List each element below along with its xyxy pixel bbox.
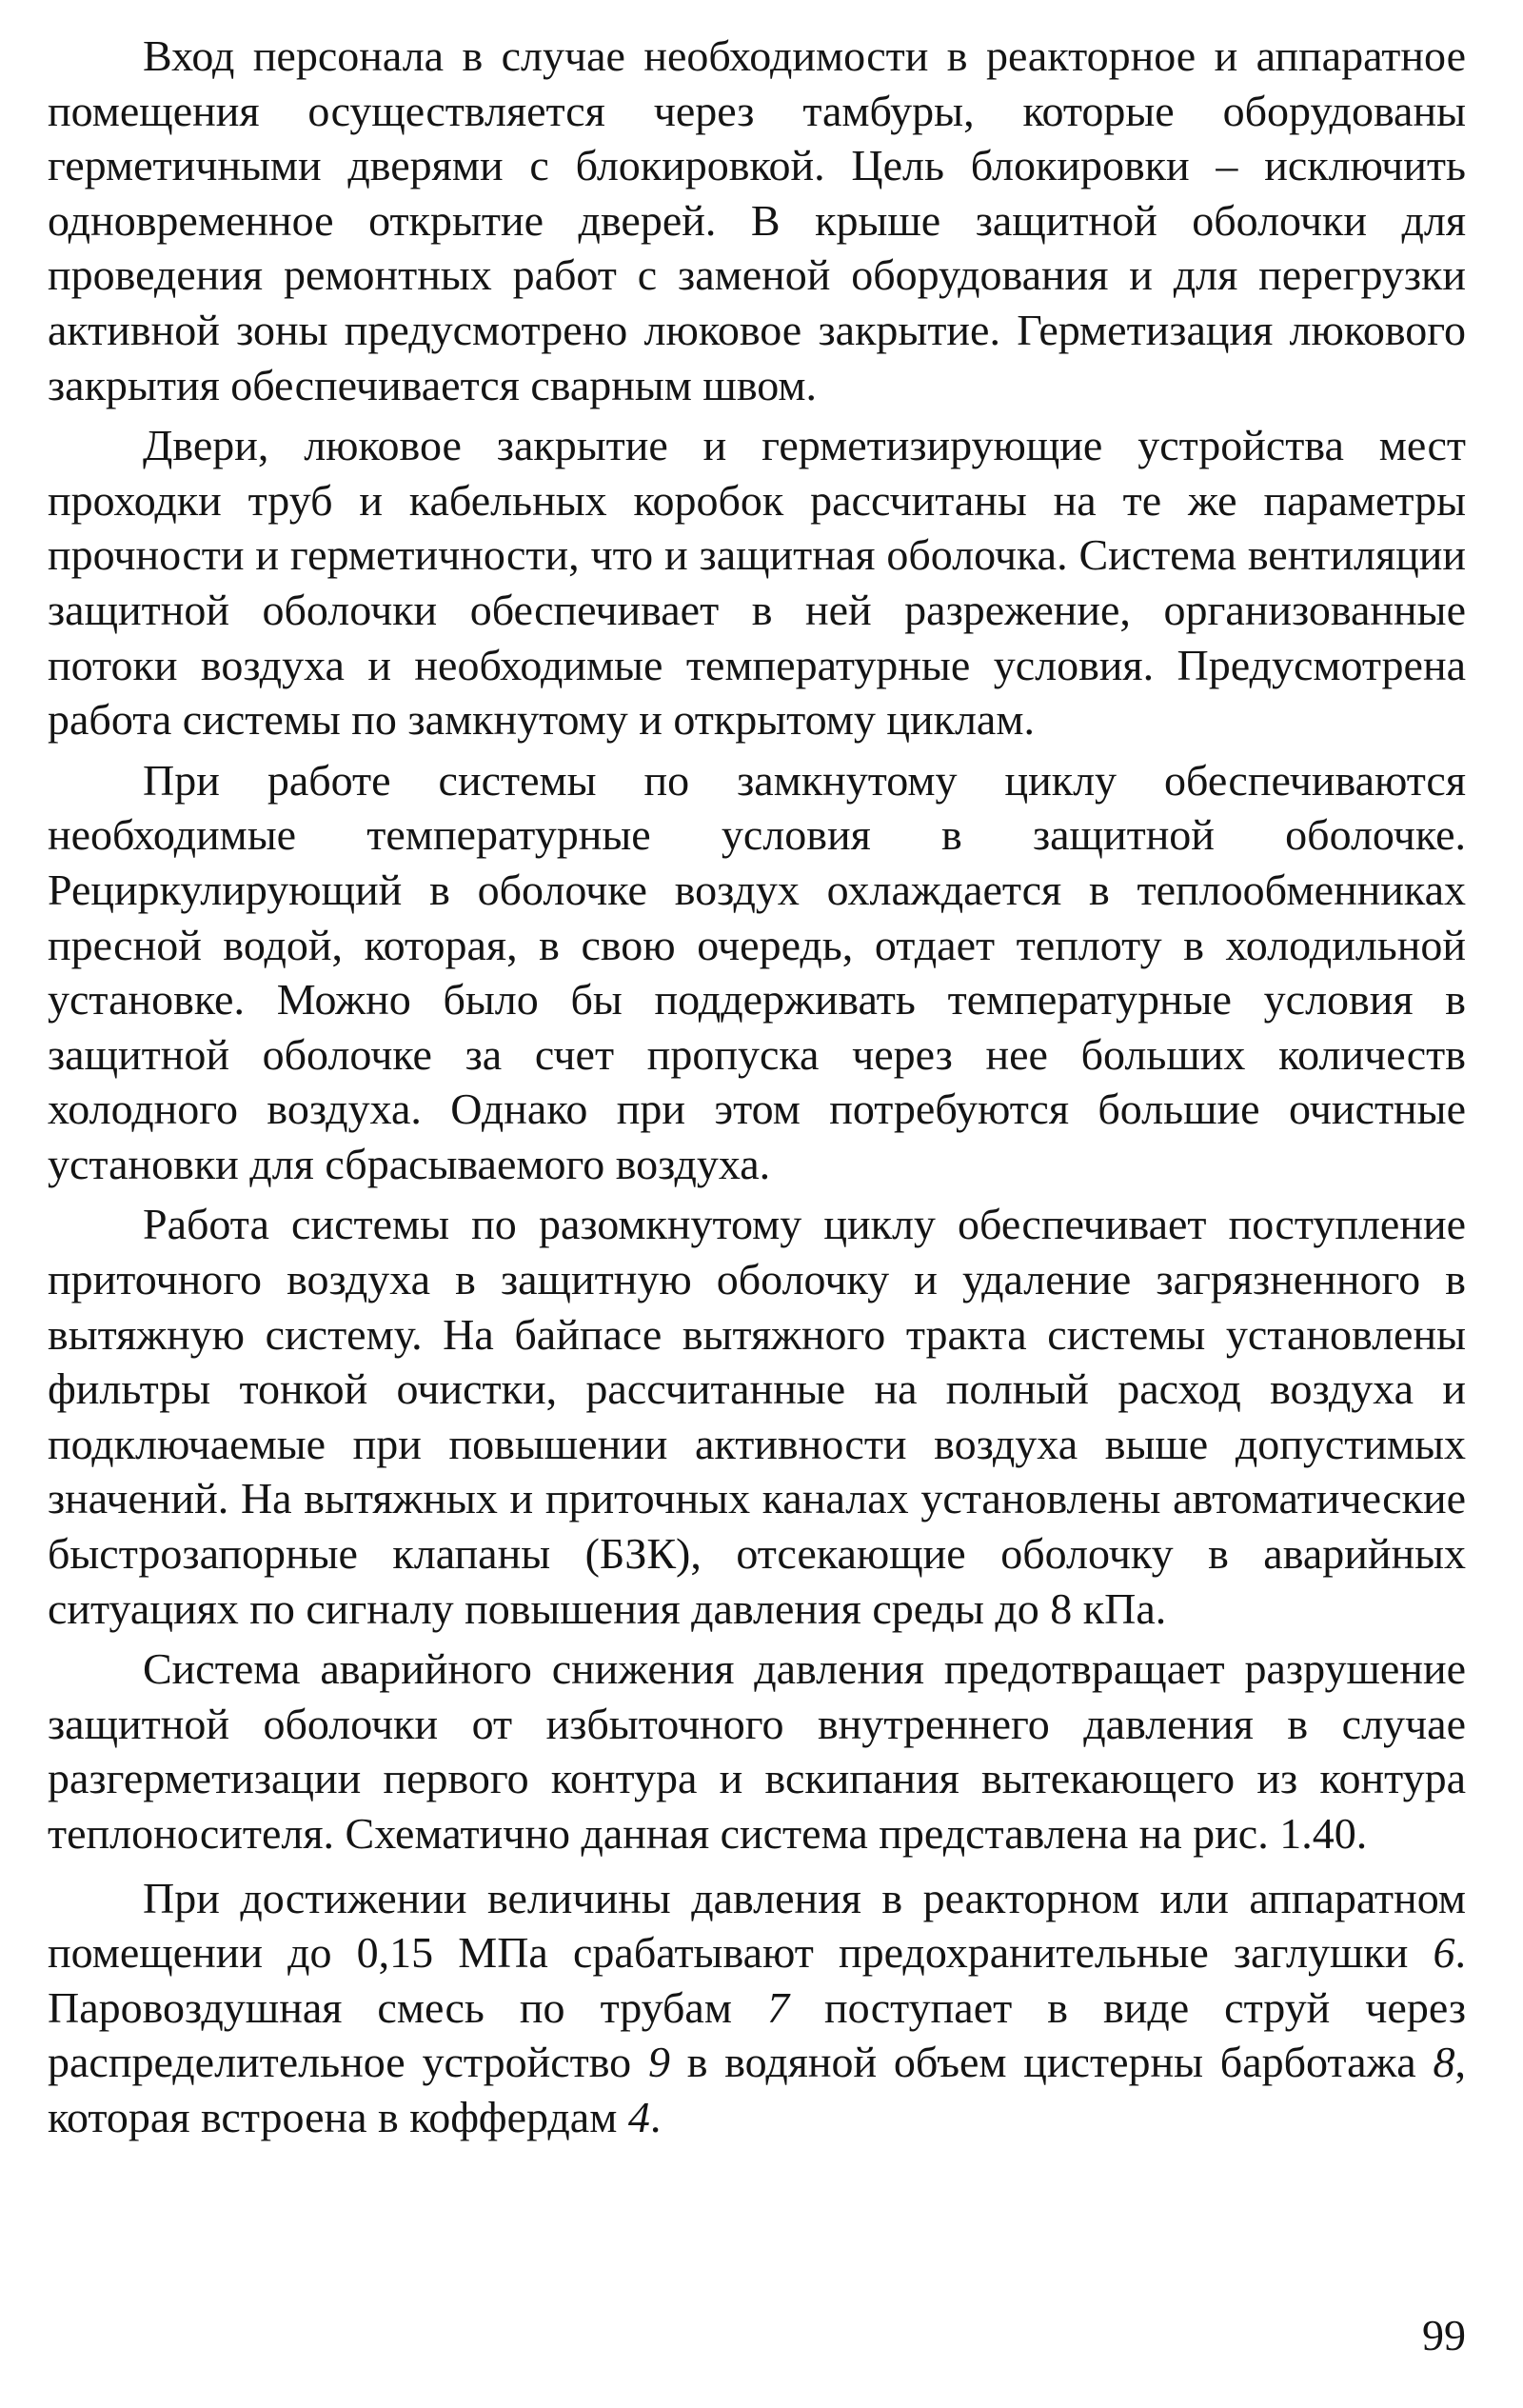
paragraph-emergency-pressure-system: Система аварийного снижения давления предотвращает разрушение защитной оболочки от избыточного внутреннего давления в случае разгерметизации первого контура и вскипания вытекающего из контура теплоносителя. Схематично данная система представлена на рис. 1.40. (48, 1644, 1466, 1858)
text-run: , которая встроена в коффердам (48, 2038, 1467, 2141)
paragraph-open-cycle: Работа системы по разомкнутому циклу обеспечивает поступление приточного воздуха в защитную оболочку и удаление загрязненного в вытяжную систему. На байпасе вытяжного тракта системы установлены фильтры тонкой очистки, рассчитанные на полный расход воздуха и подключаемые при повышении активности воздуха выше допустимых значений. На вытяжных и приточных каналах установлены автоматические быстрозапорные клапаны (БЗК), отсекающие оболочку в аварийных ситуациях по сигналу повышения давления среды до 8 кПа. (48, 1200, 1466, 1633)
figure-ref-number: 7 (766, 1982, 789, 2032)
paragraph-pressure-relief (48, 1871, 1466, 2145)
paragraph-entry-airlocks: Вход персонала в случае необходимости в реакторное и аппаратное помещения осуществляется через тамбуры, которые оборудованы герметичными дверями с блокировкой. Цель блокировки – исключить одновременное открытие дверей. В крыше защитной оболочки для проведения ремонтных работ с заменой оборудования и для перегрузки активной зоны предусмотрено люковое закрытие. Герметизация люкового закрытия обеспечивается сварным швом. (48, 31, 1466, 409)
body-text (48, 29, 1466, 2151)
paragraph-doors-ventilation: Двери, люковое закрытие и герметизирующие устройства мест проходки труб и кабельных коробок рассчитаны на те же параметры прочности и герметичности, что и защитная оболочка. Система вентиляции защитной оболочки обеспечивает в ней разрежение, организованные потоки воздуха и необходимые температурные условия. Предусмотрена работа системы по замкнутому и открытому циклам. (48, 421, 1466, 745)
text-run: поступает в виде струй через распределительное устройство (48, 1982, 1466, 2087)
figure-ref-number: 6 (1433, 1928, 1455, 1978)
text-run: . Паровоздушная смесь по трубам (48, 1928, 1466, 2032)
page-number: 99 (1422, 2311, 1466, 2359)
figure-ref-number: 4 (627, 2092, 650, 2141)
figure-ref-number: 8 (1433, 2038, 1455, 2087)
paragraph-closed-cycle: При работе системы по замкнутому циклу обеспечиваются необходимые температурные условия в защитной оболочке. Рециркулирующий в оболочке воздух охлаждается в теплообменниках пресной водой, которая, в свою очередь, отдает теплоту в холодильной установке. Можно было бы поддерживать температурные условия в защитной оболочке за счет пропуска через нее больших количеств холодного воздуха. Однако при этом потребуются большие очистные установки для сбрасываемого воздуха. (48, 755, 1466, 1188)
text-run: . (649, 2092, 662, 2141)
text-run: При достижении величины давления в реакторном или аппаратном помещении до 0,15 МПа срабатывают предохранительные заглушки (48, 1873, 1466, 1978)
figure-ref-number: 9 (647, 2038, 670, 2087)
text-run: в водяной объем цистерны барботажа (669, 2038, 1434, 2087)
